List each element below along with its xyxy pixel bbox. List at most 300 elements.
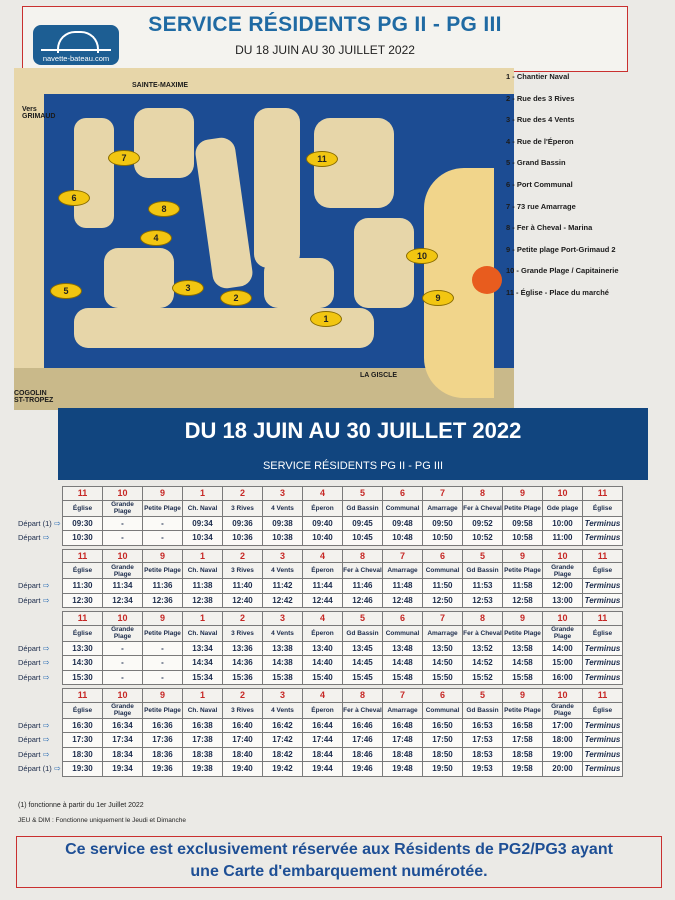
departure-time: 10:38	[263, 531, 303, 546]
stop-number: 2	[223, 612, 263, 626]
stop-number: 1	[183, 487, 223, 501]
notice-line-2: une Carte d'embarquement numérotée.	[190, 863, 488, 880]
stop-number: 3	[263, 549, 303, 563]
departure-time: 18:36	[143, 747, 183, 762]
map-marker-10[interactable]: 10	[406, 248, 438, 264]
stop-number: 11	[583, 689, 623, 703]
departure-time: Terminus	[583, 656, 623, 671]
timetable-block	[16, 688, 623, 777]
map-marker-4[interactable]: 4	[140, 230, 172, 246]
resident-notice	[16, 836, 662, 888]
stop-number: 11	[583, 487, 623, 501]
stop-number: 5	[343, 612, 383, 626]
departure-time: 13:48	[383, 641, 423, 656]
departure-label-text: Départ	[18, 720, 41, 730]
departure-time: 10:45	[343, 531, 383, 546]
departure-time: 18:44	[303, 747, 343, 762]
departure-label	[16, 718, 63, 733]
departure-time: 15:58	[503, 670, 543, 685]
arrow-right-icon: ⇨	[40, 581, 50, 591]
stop-name: Amarrage	[383, 563, 423, 579]
stop-name: Grande Plage	[103, 702, 143, 718]
stop-number: 11	[583, 612, 623, 626]
stop-name: Amarrage	[423, 500, 463, 516]
stop-number: 9	[503, 549, 543, 563]
departure-time: 09:52	[463, 516, 503, 531]
stop-name: Grande Plage	[103, 625, 143, 641]
departure-time: 16:48	[383, 718, 423, 733]
stop-name: Éperon	[303, 563, 343, 579]
stop-name: Grande Plage	[543, 702, 583, 718]
port-map	[14, 68, 514, 410]
timetable-block	[16, 611, 623, 685]
departure-time: 15:52	[463, 670, 503, 685]
stop-number: 9	[143, 689, 183, 703]
departure-time: 11:42	[263, 579, 303, 594]
stop-name: Église	[583, 702, 623, 718]
departure-time: 11:53	[463, 579, 503, 594]
departure-time: 13:30	[63, 641, 103, 656]
legend-item: 4 - Rue de l'Éperon	[506, 136, 574, 146]
departure-time: 16:42	[263, 718, 303, 733]
stop-number: 10	[543, 689, 583, 703]
stop-name: Petite Plage	[143, 563, 183, 579]
departure-time: 12:48	[383, 593, 423, 608]
stop-number: 7	[383, 689, 423, 703]
map-label-grimaud: Vers GRIMAUD	[22, 106, 56, 120]
legend-item: 11 - Église - Place du marché	[506, 287, 609, 297]
stop-name: Petite Plage	[143, 702, 183, 718]
departure-time: 13:52	[463, 641, 503, 656]
departure-time: 12:44	[303, 593, 343, 608]
departure-time: 18:34	[103, 747, 143, 762]
departure-time: 10:00	[543, 516, 583, 531]
departure-time: 12:42	[263, 593, 303, 608]
departure-time: 19:34	[103, 762, 143, 777]
timetable	[16, 486, 664, 780]
spacer-cell	[16, 625, 63, 641]
stop-number: 7	[423, 487, 463, 501]
departure-time: 11:40	[223, 579, 263, 594]
spacer-cell	[16, 563, 63, 579]
departure-time: 16:46	[343, 718, 383, 733]
departure-time: -	[103, 516, 143, 531]
stop-name-row	[16, 500, 623, 516]
stop-name: Ch. Naval	[183, 500, 223, 516]
departure-time: 11:44	[303, 579, 343, 594]
stop-name: 3 Rives	[223, 563, 263, 579]
table-row	[16, 747, 623, 762]
stop-number: 10	[543, 612, 583, 626]
departure-time: 11:00	[543, 531, 583, 546]
stop-number: 10	[543, 549, 583, 563]
arrow-right-icon: ⇨	[40, 643, 50, 653]
departure-time: 11:36	[143, 579, 183, 594]
stop-name: Église	[63, 500, 103, 516]
departure-time: 15:40	[303, 670, 343, 685]
departure-time: 16:50	[423, 718, 463, 733]
stop-number: 9	[503, 612, 543, 626]
departure-time: 15:00	[543, 656, 583, 671]
stop-name: Communal	[423, 563, 463, 579]
stop-name: Fer à Cheval	[343, 702, 383, 718]
stop-name: Petite Plage	[503, 500, 543, 516]
legend-item: 7 - 73 rue Amarrage	[506, 201, 576, 211]
departure-time: 14:40	[303, 656, 343, 671]
stop-number: 8	[463, 612, 503, 626]
stop-number: 6	[383, 612, 423, 626]
legend-item: 8 - Fer à Cheval - Marina	[506, 223, 593, 233]
map-label-cogolin: COGOLIN ST-TROPEZ	[14, 390, 54, 404]
departure-time: Terminus	[583, 531, 623, 546]
departure-label	[16, 733, 63, 748]
stop-name: Petite Plage	[503, 563, 543, 579]
arrow-right-icon: ⇨	[40, 595, 50, 605]
departure-label	[16, 531, 63, 546]
map-marker-11[interactable]: 11	[306, 151, 338, 167]
arrow-right-icon: ⇨	[40, 749, 50, 759]
stop-name: Église	[583, 563, 623, 579]
departure-time: 17:50	[423, 733, 463, 748]
departure-time: 14:58	[503, 656, 543, 671]
stop-name: 4 Vents	[263, 500, 303, 516]
stop-number: 11	[583, 549, 623, 563]
departure-time: 12:30	[63, 593, 103, 608]
stop-number: 7	[383, 549, 423, 563]
stop-name: Amarrage	[383, 702, 423, 718]
departure-time: 13:45	[343, 641, 383, 656]
stop-number: 8	[463, 487, 503, 501]
stop-number: 6	[423, 689, 463, 703]
departure-label-text: Départ (1)	[18, 518, 52, 528]
departure-time: -	[103, 641, 143, 656]
stop-number: 10	[103, 549, 143, 563]
legend-item: 6 - Port Communal	[506, 179, 573, 189]
departure-time: 15:30	[63, 670, 103, 685]
departure-label	[16, 656, 63, 671]
departure-time: 17:36	[143, 733, 183, 748]
map-marker-5[interactable]: 5	[50, 283, 82, 299]
departure-time: -	[103, 670, 143, 685]
departure-time: 09:48	[383, 516, 423, 531]
stop-name: Amarrage	[423, 625, 463, 641]
page-subtitle: DU 18 JUIN AU 30 JUILLET 2022	[235, 43, 415, 57]
departure-time: 18:48	[383, 747, 423, 762]
departure-time: 17:58	[503, 733, 543, 748]
departure-label	[16, 516, 63, 531]
map-island	[354, 218, 414, 308]
arrow-right-icon: ⇨	[40, 672, 50, 682]
departure-label	[16, 762, 63, 777]
stop-number: 4	[303, 549, 343, 563]
map-marker-9[interactable]: 9	[422, 290, 454, 306]
spacer-cell	[16, 549, 63, 563]
spacer-cell	[16, 500, 63, 516]
departure-time: 14:50	[423, 656, 463, 671]
departure-time: 16:36	[143, 718, 183, 733]
departure-time: 18:50	[423, 747, 463, 762]
stop-name: Petite Plage	[503, 702, 543, 718]
departure-time: 15:45	[343, 670, 383, 685]
departure-time: 10:52	[463, 531, 503, 546]
departure-time: 10:48	[383, 531, 423, 546]
departure-time: 10:50	[423, 531, 463, 546]
page-title: SERVICE RÉSIDENTS PG II - PG III	[148, 13, 502, 36]
stop-name: Gd Bassin	[463, 563, 503, 579]
stop-number: 1	[183, 689, 223, 703]
stop-number: 2	[223, 549, 263, 563]
stop-name: Église	[63, 625, 103, 641]
departure-time: 18:00	[543, 733, 583, 748]
stop-number: 8	[343, 549, 383, 563]
stop-number: 10	[103, 612, 143, 626]
departure-time: 12:38	[183, 593, 223, 608]
table-row	[16, 670, 623, 685]
timetable-block	[16, 486, 623, 546]
legend-item: 10 - Grande Plage / Capitainerie	[506, 266, 619, 276]
departure-time: 19:46	[343, 762, 383, 777]
departure-time: 15:34	[183, 670, 223, 685]
stop-number: 1	[183, 612, 223, 626]
stop-number: 11	[63, 689, 103, 703]
departure-time: 11:48	[383, 579, 423, 594]
departure-time: -	[103, 656, 143, 671]
stop-name: Petite Plage	[143, 625, 183, 641]
stop-number: 9	[503, 689, 543, 703]
stop-name: Grande Plage	[543, 625, 583, 641]
stop-name: Petite Plage	[143, 500, 183, 516]
departure-time: 12:50	[423, 593, 463, 608]
departure-time: 11:58	[503, 579, 543, 594]
departure-time: 18:42	[263, 747, 303, 762]
stop-name: Éperon	[303, 702, 343, 718]
map-marker-2[interactable]: 2	[220, 290, 252, 306]
stop-number: 8	[343, 689, 383, 703]
arrow-right-icon: ⇨	[51, 518, 61, 528]
stop-name: 4 Vents	[263, 563, 303, 579]
table-row	[16, 733, 623, 748]
map-label-sainte-maxime: SAINTE-MAXIME	[132, 82, 188, 89]
stop-name: Église	[63, 563, 103, 579]
departure-label-text: Départ	[18, 749, 41, 759]
departure-time: 15:38	[263, 670, 303, 685]
stop-number-row	[16, 487, 623, 501]
table-row	[16, 593, 623, 608]
departure-time: Terminus	[583, 747, 623, 762]
map-marker-1[interactable]: 1	[310, 311, 342, 327]
departure-time: 17:34	[103, 733, 143, 748]
stop-number: 4	[303, 689, 343, 703]
departure-time: 11:38	[183, 579, 223, 594]
departure-time: 09:34	[183, 516, 223, 531]
spacer-cell	[16, 702, 63, 718]
departure-time: 10:36	[223, 531, 263, 546]
departure-time: 17:40	[223, 733, 263, 748]
departure-time: 09:38	[263, 516, 303, 531]
legend-item: 1 - Chantier Naval	[506, 72, 570, 81]
stop-name-row	[16, 563, 623, 579]
departure-label	[16, 747, 63, 762]
departure-time: 15:50	[423, 670, 463, 685]
stop-name: Grande Plage	[103, 563, 143, 579]
departure-time: 16:40	[223, 718, 263, 733]
departure-time: 18:46	[343, 747, 383, 762]
departure-time: 19:50	[423, 762, 463, 777]
table-row	[16, 762, 623, 777]
departure-time: 17:53	[463, 733, 503, 748]
departure-time: 12:40	[223, 593, 263, 608]
map-label-giscle: LA GISCLE	[360, 372, 398, 379]
departure-time: 14:00	[543, 641, 583, 656]
stop-name: Petite Plage	[503, 625, 543, 641]
departure-time: 19:36	[143, 762, 183, 777]
map-marker-7[interactable]: 7	[108, 150, 140, 166]
departure-time: 14:52	[463, 656, 503, 671]
stop-number: 3	[263, 689, 303, 703]
stop-name: Gd Bassin	[463, 702, 503, 718]
table-row	[16, 656, 623, 671]
stop-name: Ch. Naval	[183, 625, 223, 641]
legend-item: 5 - Grand Bassin	[506, 158, 566, 168]
stop-name: Éperon	[303, 500, 343, 516]
stop-name: Gd Bassin	[343, 625, 383, 641]
map-island	[194, 136, 254, 290]
map-marker-3[interactable]: 3	[172, 280, 204, 296]
stop-name: Ch. Naval	[183, 702, 223, 718]
departure-label-text: Départ	[18, 643, 41, 653]
departure-time: 12:53	[463, 593, 503, 608]
departure-label-text: Départ	[18, 595, 41, 605]
footnote-2: JEU & DIM : Fonctionne uniquement le Jeudi et Dimanche	[18, 817, 187, 824]
map-island	[264, 258, 334, 308]
stop-number: 10	[543, 487, 583, 501]
map-marker-6[interactable]: 6	[58, 190, 90, 206]
stop-number: 11	[63, 612, 103, 626]
stop-number-row	[16, 612, 623, 626]
stop-number-row	[16, 549, 623, 563]
departure-time: 09:30	[63, 516, 103, 531]
departure-time: 11:50	[423, 579, 463, 594]
departure-time: 17:48	[383, 733, 423, 748]
banner-subtitle: SERVICE RÉSIDENTS PG II - PG III	[262, 460, 444, 472]
departure-label-text: Départ	[18, 672, 41, 682]
stop-number: 2	[223, 487, 263, 501]
departure-time: 15:36	[223, 670, 263, 685]
stop-number: 11	[63, 549, 103, 563]
departure-time: Terminus	[583, 579, 623, 594]
departure-time: 17:30	[63, 733, 103, 748]
departure-time: 12:00	[543, 579, 583, 594]
map-island	[74, 118, 114, 228]
stop-number: 2	[223, 689, 263, 703]
departure-time: 16:44	[303, 718, 343, 733]
stop-name: Fer à Cheval	[463, 625, 503, 641]
departure-label	[16, 593, 63, 608]
departure-time: -	[143, 531, 183, 546]
departure-time: 20:00	[543, 762, 583, 777]
stop-name: 3 Rives	[223, 702, 263, 718]
departure-time: -	[143, 670, 183, 685]
map-land-north	[14, 68, 514, 94]
departure-time: 12:58	[503, 593, 543, 608]
departure-time: 10:34	[183, 531, 223, 546]
departure-time: 19:00	[543, 747, 583, 762]
arrow-right-icon: ⇨	[40, 658, 50, 668]
stop-name: 4 Vents	[263, 702, 303, 718]
departure-time: 13:58	[503, 641, 543, 656]
departure-time: 19:53	[463, 762, 503, 777]
stop-name: Grande Plage	[103, 500, 143, 516]
stop-name: Ch. Naval	[183, 563, 223, 579]
legend-item: 2 - Rue des 3 Rives	[506, 93, 575, 103]
departure-time: 18:40	[223, 747, 263, 762]
departure-time: 16:58	[503, 718, 543, 733]
departure-time: 17:42	[263, 733, 303, 748]
departure-time: 09:50	[423, 516, 463, 531]
departure-time: 19:48	[383, 762, 423, 777]
departure-time: 16:30	[63, 718, 103, 733]
stop-name: Grande Plage	[543, 563, 583, 579]
departure-time: 13:00	[543, 593, 583, 608]
departure-time: 10:40	[303, 531, 343, 546]
table-row	[16, 641, 623, 656]
departure-time: 15:48	[383, 670, 423, 685]
logo-text: navette-bateau.com	[42, 54, 110, 63]
departure-time: 16:38	[183, 718, 223, 733]
departure-time: 19:58	[503, 762, 543, 777]
stop-number: 11	[63, 487, 103, 501]
departure-time: 10:30	[63, 531, 103, 546]
departure-time: 19:42	[263, 762, 303, 777]
departure-time: 16:34	[103, 718, 143, 733]
departure-time: 12:36	[143, 593, 183, 608]
stop-name-row	[16, 625, 623, 641]
departure-time: 14:34	[183, 656, 223, 671]
departure-time: 13:36	[223, 641, 263, 656]
stop-number-row	[16, 689, 623, 703]
notice-line-1: Ce service est exclusivement réservée aux Résidents de PG2/PG3 ayant	[65, 841, 613, 858]
departure-time: 10:58	[503, 531, 543, 546]
legend-item: 3 - Rue des 4 Vents	[506, 115, 575, 125]
stop-name: Communal	[383, 625, 423, 641]
timetable-block	[16, 549, 623, 609]
stop-number: 9	[143, 549, 183, 563]
departure-time: 19:44	[303, 762, 343, 777]
departure-time: 18:30	[63, 747, 103, 762]
stop-name: Communal	[423, 702, 463, 718]
stop-name: Gd Bassin	[343, 500, 383, 516]
departure-time: 14:45	[343, 656, 383, 671]
stop-name-row	[16, 702, 623, 718]
departure-time: 14:48	[383, 656, 423, 671]
stop-name: 3 Rives	[223, 625, 263, 641]
stop-name: 4 Vents	[263, 625, 303, 641]
stop-number: 3	[263, 487, 303, 501]
stop-number: 5	[463, 549, 503, 563]
departure-time: 13:50	[423, 641, 463, 656]
stop-name: Fer à Cheval	[343, 563, 383, 579]
departure-time: 18:38	[183, 747, 223, 762]
banner-title: DU 18 JUIN AU 30 JUILLET 2022	[184, 418, 522, 443]
departure-time: 19:40	[223, 762, 263, 777]
legend-item: 9 - Petite plage Port-Grimaud 2	[506, 244, 616, 254]
map-marker-8[interactable]: 8	[148, 201, 180, 217]
departure-time: Terminus	[583, 733, 623, 748]
stop-legend	[506, 72, 668, 310]
stop-number: 4	[303, 487, 343, 501]
departure-time: 16:00	[543, 670, 583, 685]
arrow-right-icon: ⇨	[51, 764, 61, 774]
